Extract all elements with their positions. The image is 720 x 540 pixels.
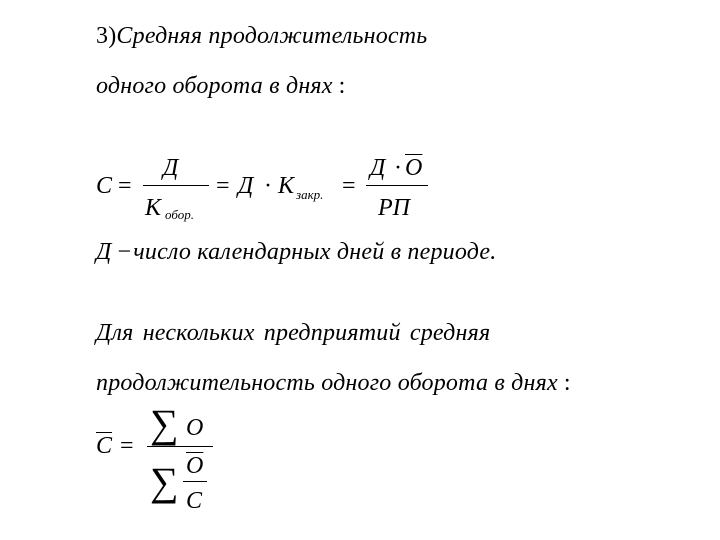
formula1-eq3: = (342, 173, 356, 199)
formula2-denominator-o: $\overline{O}$ (186, 453, 204, 479)
heading-number: 3) (96, 23, 117, 49)
formula1-mid-d: Д (238, 173, 254, 199)
formula2-fraction-bar (147, 446, 213, 447)
formula2-denominator-c: C (186, 488, 203, 514)
formula1-lhs: C (96, 173, 113, 199)
definition-text: число календарных дней в периоде. (133, 239, 497, 265)
formula1-frac1-bar (143, 185, 209, 186)
formula1-dot: · (264, 173, 272, 199)
heading-text-1: Средняя продолжительность (116, 23, 428, 49)
formula1-frac2-denominator: РП (378, 195, 410, 221)
paragraph-line-1: Для нескольких предприятий средняя (96, 320, 491, 346)
formula2-eq: = (120, 433, 134, 459)
formula1-frac2-dot: · (394, 155, 402, 181)
formula2-numerator-sum-icon: ∑ (150, 401, 179, 446)
definition-dash: − (117, 239, 132, 265)
formula1-frac2-num-d: Д (370, 155, 386, 181)
formula1-frac1-denominator: К (145, 195, 161, 221)
formula1-mid-subscript: закр. (296, 187, 324, 202)
formula1-frac1-subscript: обор. (165, 207, 194, 222)
paragraph-colon: : (563, 370, 571, 396)
heading-colon: : (338, 73, 346, 99)
formula1-mid-k: К (278, 173, 294, 199)
paragraph-text-2: продолжительность одного оборота в днях (96, 370, 558, 396)
heading-line-2 (96, 72, 346, 100)
paragraph-line-2 (96, 369, 571, 397)
formula2-numerator-o: O (186, 415, 204, 441)
formula2-denominator-sum-icon: ∑ (150, 459, 179, 504)
heading-line-1 (96, 22, 427, 50)
definition-line (96, 238, 496, 266)
formula2-inner-bar (183, 481, 207, 482)
definition-symbol: Д (96, 239, 112, 265)
formula1-frac1-numerator: Д (163, 155, 179, 181)
formula1-frac2-bar (366, 185, 428, 186)
formula1-eq2: = (216, 173, 230, 199)
formula1-eq1: = (118, 173, 132, 199)
formula2-lhs: $\overline{C}$ (96, 433, 113, 459)
heading-text-2: одного оборота в днях (96, 73, 333, 99)
formula1-frac2-num-o: $\overline{O}$ (405, 155, 423, 181)
